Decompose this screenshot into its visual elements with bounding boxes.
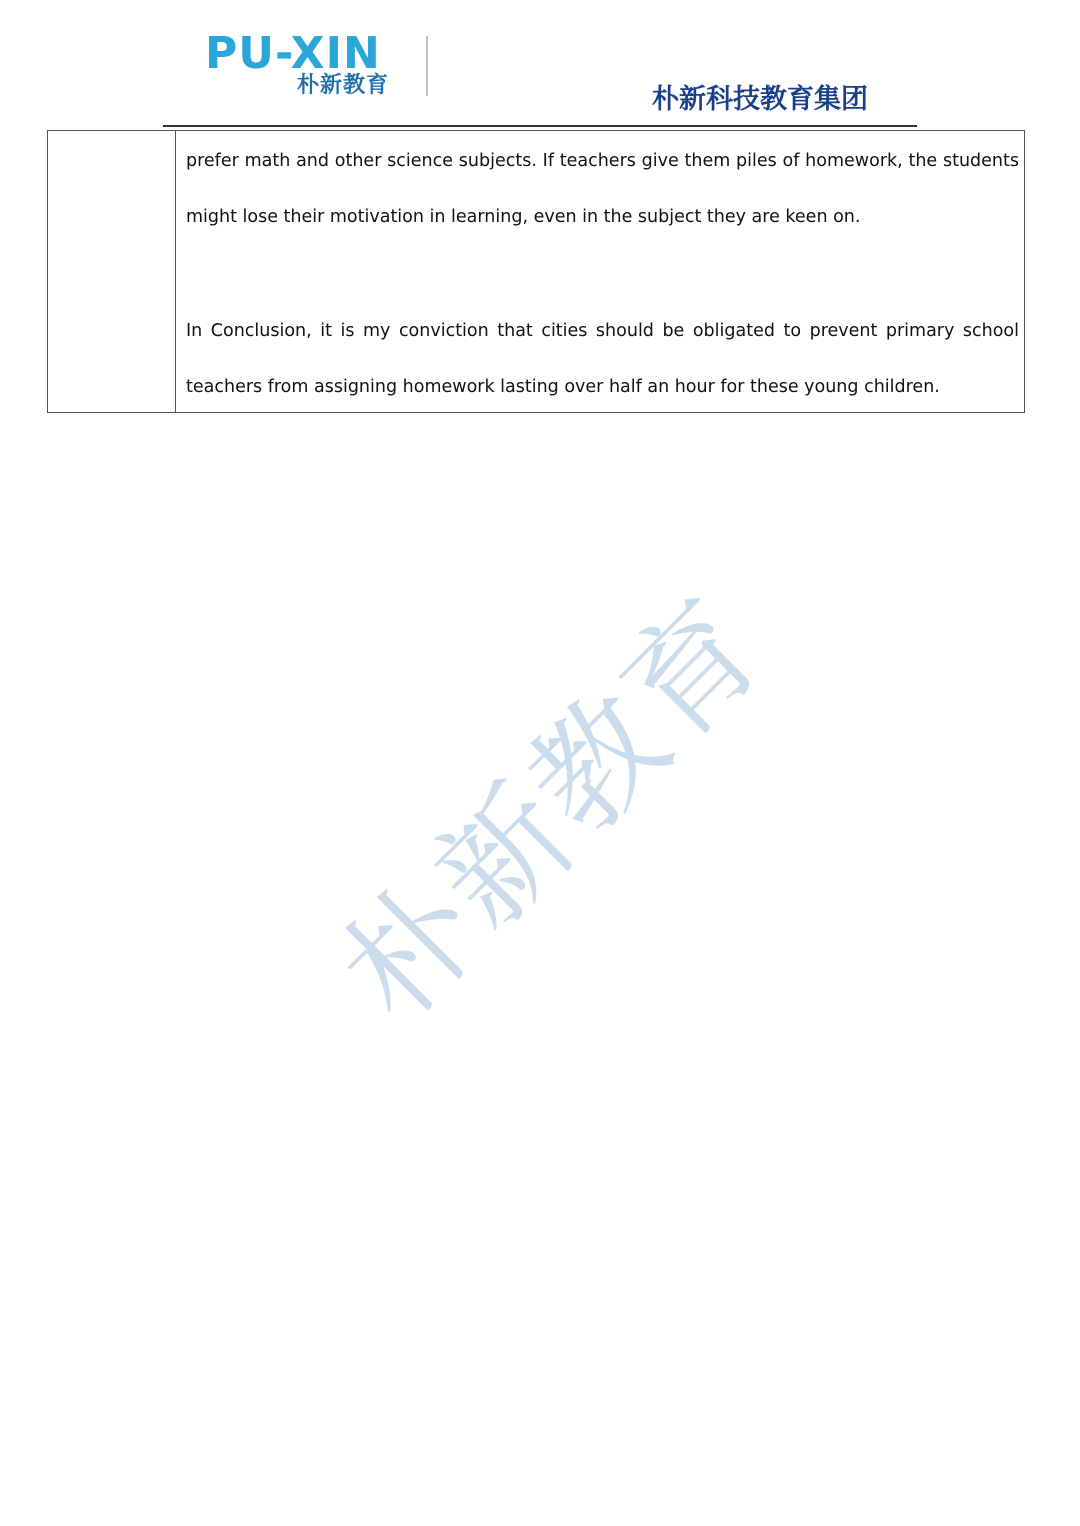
logo-cjk-text: 朴新教育: [297, 73, 390, 98]
conclusion-paragraph: In Conclusion, it is my conviction that cities should be obligated to prevent primary school teachers from assigning homework lasting over half an hour for these young children.: [186, 321, 1019, 397]
essay-table: [47, 130, 1025, 413]
page-header: [0, 0, 1080, 130]
essay-paragraph: prefer math and other science subjects. If teachers give them piles of homework, the students might lose their motivation in learning, even in the subject they are keen on.: [186, 151, 1019, 227]
watermark: 朴新教育: [314, 570, 794, 1050]
table-right-cell: [176, 131, 1024, 412]
puxin-logo: [205, 28, 430, 100]
header-rule: [163, 125, 917, 127]
logo-latin-text: PU-XIN: [205, 28, 381, 79]
company-name: 朴新科技教育集团: [652, 84, 868, 115]
table-left-cell: [48, 131, 176, 412]
logo-divider: [426, 36, 428, 96]
